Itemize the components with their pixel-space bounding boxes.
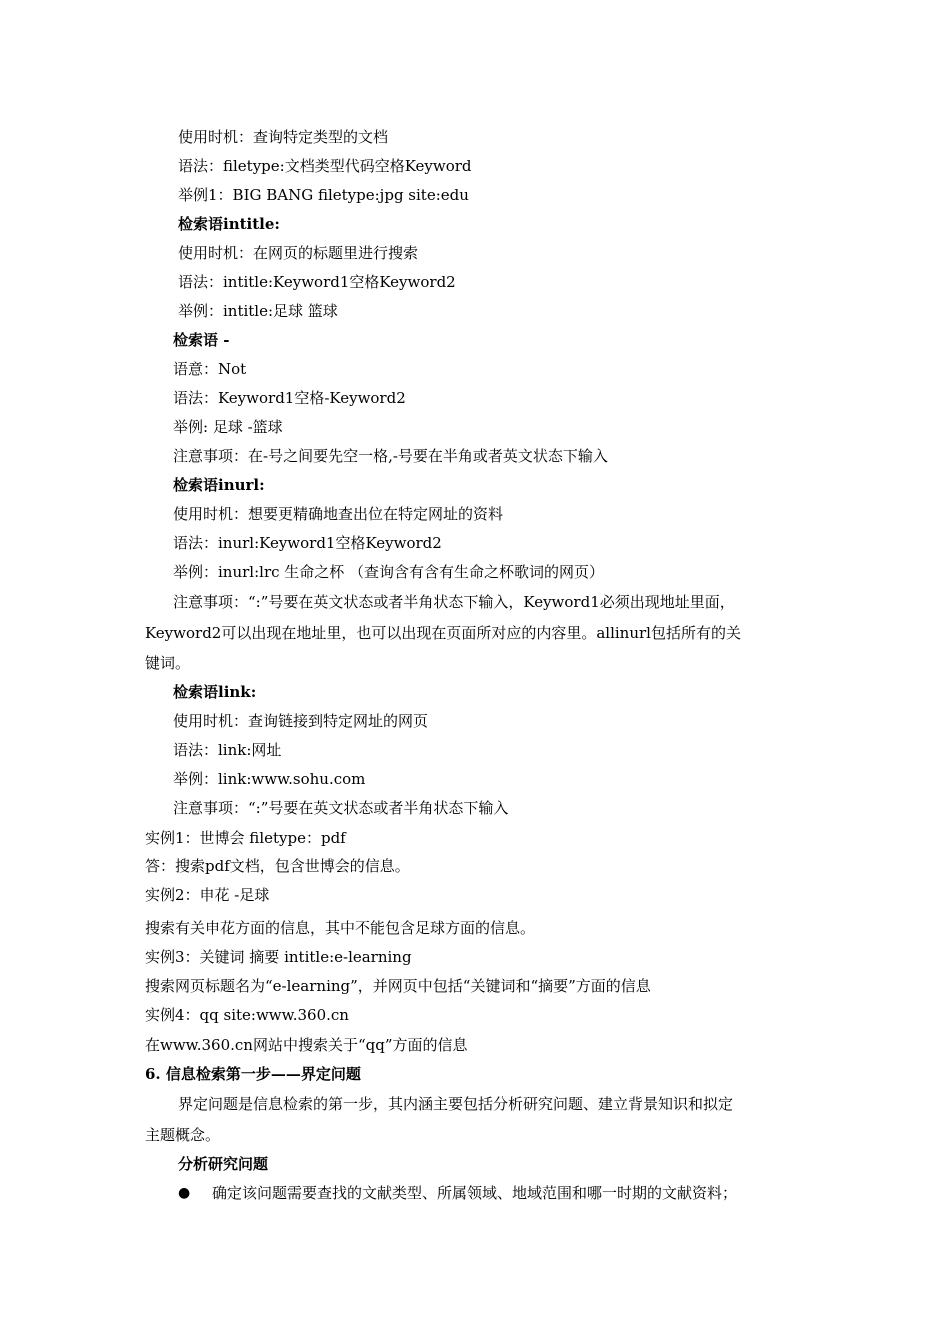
text-line: 实例3：关键词 摘要 intitle:e-learning <box>145 948 412 966</box>
text-line: 在www.360.cn网站中搜索关于“qq”方面的信息 <box>145 1036 468 1054</box>
text-line: 举例：link:www.sohu.com <box>173 770 366 788</box>
text-line: 界定问题是信息检索的第一步，其内涵主要包括分析研究问题、建立背景知识和拟定 <box>178 1095 734 1113</box>
text-line: 主题概念。 <box>145 1126 221 1144</box>
section-heading: 检索语link: <box>173 683 257 701</box>
text-line: 注意事项：“:”号要在英文状态或者半角状态下输入 <box>173 799 509 817</box>
section-heading: 检索语intitle: <box>178 215 280 233</box>
text-line: 语法：filetype:文档类型代码空格Keyword <box>178 157 472 175</box>
text-line: 实例4：qq site:www.360.cn <box>145 1006 349 1024</box>
text-line: 实例2：申花 -足球 <box>145 886 270 904</box>
text-line: 使用时机：查询特定类型的文档 <box>178 128 389 146</box>
list-item: 确定该问题需要查找的文献类型、所属领域、地域范围和哪一时期的文献资料； <box>212 1184 738 1202</box>
section-heading: 检索语inurl: <box>173 476 265 494</box>
text-line: 语意：Not <box>173 360 247 378</box>
text-line: 使用时机：想要更精确地查出位在特定网址的资料 <box>173 505 504 523</box>
text-line: 举例: 足球 -篮球 <box>173 418 283 436</box>
text-line: 语法：Keyword1空格-Keyword2 <box>173 389 406 407</box>
text-line: 使用时机：在网页的标题里进行搜索 <box>178 244 419 262</box>
text-line: 举例：inurl:lrc 生命之杯 （查询含有含有生命之杯歌词的网页） <box>173 563 605 581</box>
text-line: 答：搜索pdf文档，包含世博会的信息。 <box>145 857 410 875</box>
section-heading: 6. 信息检索第一步——界定问题 <box>145 1065 361 1083</box>
text-line: Keyword2可以出现在地址里，也可以出现在页面所对应的内容里。allinurl包括所有的关 <box>145 624 741 642</box>
section-heading: 分析研究问题 <box>178 1155 269 1173</box>
text-line: 注意事项：“:”号要在英文状态或者半角状态下输入，Keyword1必须出现地址里面， <box>173 593 735 611</box>
section-heading: 检索语 - <box>173 331 230 349</box>
text-line: 搜索有关申花方面的信息，其中不能包含足球方面的信息。 <box>145 919 536 937</box>
text-line: 注意事项：在-号之间要先空一格,-号要在半角或者英文状态下输入 <box>173 447 608 465</box>
text-line: 语法：link:网址 <box>173 741 282 759</box>
bullet-icon: ● <box>178 1185 191 1201</box>
text-line: 搜索网页标题名为“e-learning”，并网页中包括“关键词和“摘要”方面的信息 <box>145 977 651 995</box>
text-line: 使用时机：查询链接到特定网址的网页 <box>173 712 429 730</box>
text-line: 实例1：世博会 filetype：pdf <box>145 829 346 847</box>
text-line: 语法：intitle:Keyword1空格Keyword2 <box>178 273 456 291</box>
text-line: 语法：inurl:Keyword1空格Keyword2 <box>173 534 442 552</box>
text-line: 举例1：BIG BANG filetype:jpg site:edu <box>178 186 469 204</box>
text-line: 键词。 <box>145 654 191 672</box>
text-line: 举例：intitle:足球 篮球 <box>178 302 338 320</box>
